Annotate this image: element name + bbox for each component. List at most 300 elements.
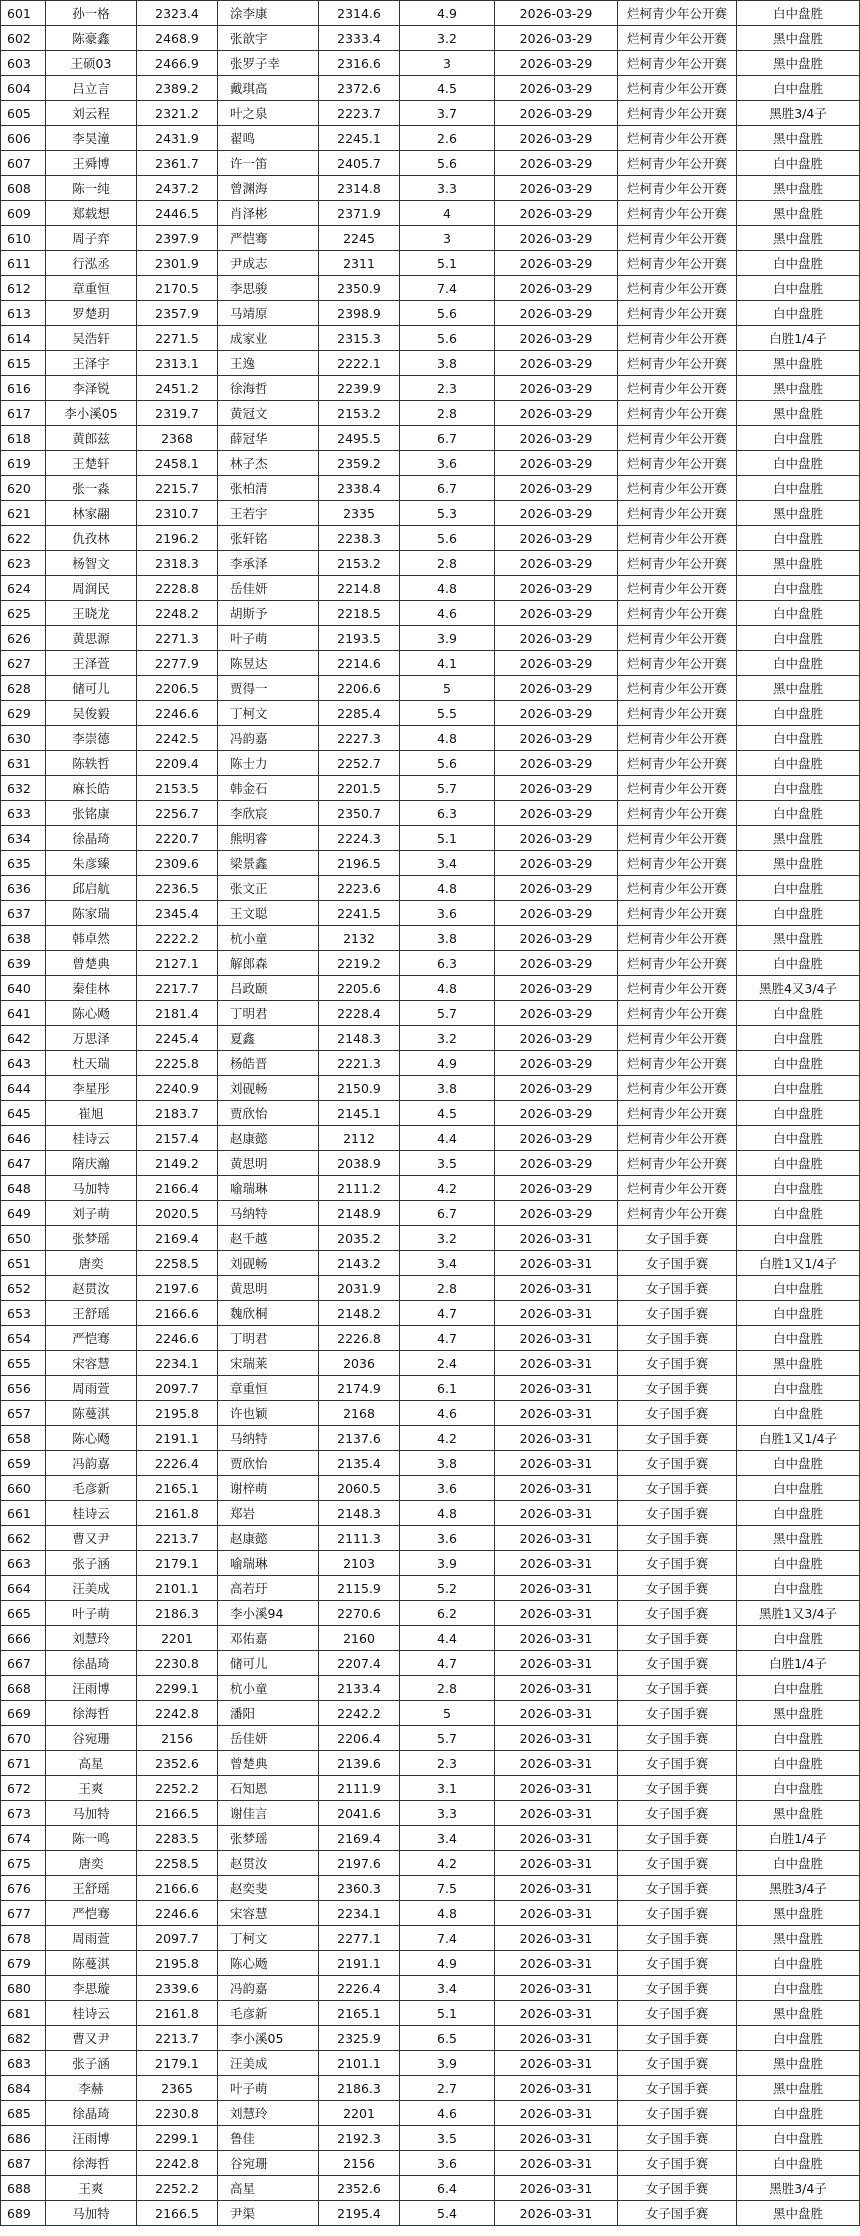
win-expectancy-cell: 5.2 [400,1576,495,1601]
table-row [1,1951,860,1976]
win-expectancy-cell: 3.8 [400,1076,495,1101]
white-rating-cell: 2031.9 [319,1276,400,1301]
black-rating-cell: 2252.2 [137,1776,218,1801]
tournament-name-cell: 烂柯青少年公开赛 [618,1176,737,1201]
table-row [1,1576,860,1601]
white-player-cell: 张柏清 [218,476,319,501]
black-rating-cell: 2277.9 [137,651,218,676]
white-rating-cell: 2148.3 [319,1501,400,1526]
table-row [1,1101,860,1126]
game-result-cell: 黑中盘胜 [737,401,860,426]
white-player-cell: 胡斯予 [218,601,319,626]
game-result-cell: 白中盘胜 [737,1026,860,1051]
game-date-cell: 2026-03-29 [495,76,618,101]
table-row [1,1126,860,1151]
white-player-cell: 李承泽 [218,551,319,576]
black-player-cell: 李赫 [46,2076,137,2101]
game-number-cell: 628 [1,676,46,701]
black-rating-cell: 2181.4 [137,1001,218,1026]
win-expectancy-cell: 4.6 [400,2101,495,2126]
black-rating-cell: 2248.2 [137,601,218,626]
game-number-cell: 660 [1,1476,46,1501]
game-date-cell: 2026-03-29 [495,1176,618,1201]
white-player-cell: 林子杰 [218,451,319,476]
win-expectancy-cell: 3.6 [400,1526,495,1551]
game-result-cell: 白中盘胜 [737,151,860,176]
tournament-name-cell: 烂柯青少年公开赛 [618,101,737,126]
table-row [1,1001,860,1026]
game-result-cell: 白中盘胜 [737,1451,860,1476]
white-rating-cell: 2270.6 [319,1601,400,1626]
game-date-cell: 2026-03-31 [495,1251,618,1276]
table-row [1,1276,860,1301]
table-row [1,1176,860,1201]
win-expectancy-cell: 3.9 [400,626,495,651]
game-result-cell: 白中盘胜 [737,301,860,326]
game-number-cell: 668 [1,1676,46,1701]
white-player-cell: 喻瑞琳 [218,1551,319,1576]
table-row [1,551,860,576]
table-row [1,1926,860,1951]
game-number-cell: 606 [1,126,46,151]
tournament-name-cell: 女子国手赛 [618,1626,737,1651]
game-result-cell: 白中盘胜 [737,1776,860,1801]
tournament-name-cell: 女子国手赛 [618,2026,737,2051]
black-rating-cell: 2319.7 [137,401,218,426]
game-result-cell: 黑中盘胜 [737,501,860,526]
black-player-cell: 万思泽 [46,1026,137,1051]
win-expectancy-cell: 3.4 [400,1251,495,1276]
game-number-cell: 671 [1,1751,46,1776]
game-result-cell: 黑中盘胜 [737,226,860,251]
black-player-cell: 桂诗云 [46,2001,137,2026]
game-date-cell: 2026-03-29 [495,701,618,726]
table-row [1,2151,860,2176]
tournament-name-cell: 女子国手赛 [618,1676,737,1701]
table-row [1,326,860,351]
black-rating-cell: 2161.8 [137,2001,218,2026]
game-number-cell: 620 [1,476,46,501]
table-row [1,1676,860,1701]
black-player-cell: 吴浩轩 [46,326,137,351]
table-row [1,401,860,426]
black-rating-cell: 2242.5 [137,726,218,751]
black-rating-cell: 2245.4 [137,1026,218,1051]
game-date-cell: 2026-03-31 [495,1376,618,1401]
table-row [1,1401,860,1426]
white-player-cell: 张歆宇 [218,26,319,51]
white-player-cell: 黄思明 [218,1151,319,1176]
game-result-cell: 白胜1/4子 [737,326,860,351]
white-rating-cell: 2238.3 [319,526,400,551]
table-row [1,2126,860,2151]
white-player-cell: 尹渠 [218,2201,319,2226]
game-result-cell: 白中盘胜 [737,951,860,976]
table-row [1,1551,860,1576]
white-rating-cell: 2201 [319,2101,400,2126]
game-result-cell: 白中盘胜 [737,1101,860,1126]
game-date-cell: 2026-03-31 [495,1901,618,1926]
game-date-cell: 2026-03-31 [495,1701,618,1726]
game-number-cell: 603 [1,51,46,76]
black-rating-cell: 2157.4 [137,1126,218,1151]
win-expectancy-cell: 2.3 [400,376,495,401]
game-number-cell: 675 [1,1851,46,1876]
game-date-cell: 2026-03-31 [495,2051,618,2076]
black-player-cell: 马加特 [46,1801,137,1826]
win-expectancy-cell: 5.6 [400,151,495,176]
win-expectancy-cell: 5.7 [400,776,495,801]
black-rating-cell: 2345.4 [137,901,218,926]
black-player-cell: 王舒瑶 [46,1876,137,1901]
white-rating-cell: 2153.2 [319,401,400,426]
game-date-cell: 2026-03-31 [495,1826,618,1851]
table-row [1,1751,860,1776]
black-player-cell: 冯韵嘉 [46,1451,137,1476]
white-player-cell: 鲁佳 [218,2126,319,2151]
win-expectancy-cell: 4.6 [400,601,495,626]
white-player-cell: 岳佳妍 [218,1726,319,1751]
game-number-cell: 682 [1,2026,46,2051]
white-player-cell: 王逸 [218,351,319,376]
game-date-cell: 2026-03-31 [495,1651,618,1676]
game-number-cell: 624 [1,576,46,601]
game-date-cell: 2026-03-31 [495,1601,618,1626]
game-date-cell: 2026-03-29 [495,876,618,901]
game-result-cell: 黑胜3/4子 [737,101,860,126]
black-rating-cell: 2246.6 [137,701,218,726]
game-number-cell: 646 [1,1126,46,1151]
black-player-cell: 王舜博 [46,151,137,176]
game-result-cell: 黑中盘胜 [737,2001,860,2026]
white-rating-cell: 2192.3 [319,2126,400,2151]
tournament-name-cell: 女子国手赛 [618,1326,737,1351]
game-number-cell: 652 [1,1276,46,1301]
table-row [1,1351,860,1376]
game-result-cell: 黑中盘胜 [737,551,860,576]
white-rating-cell: 2226.8 [319,1326,400,1351]
win-expectancy-cell: 4.4 [400,1126,495,1151]
win-expectancy-cell: 3.2 [400,1026,495,1051]
white-player-cell: 贾欣怡 [218,1451,319,1476]
tournament-name-cell: 女子国手赛 [618,1826,737,1851]
white-rating-cell: 2495.5 [319,426,400,451]
tournament-name-cell: 烂柯青少年公开赛 [618,901,737,926]
white-rating-cell: 2111.3 [319,1526,400,1551]
game-result-cell: 白中盘胜 [737,426,860,451]
table-row [1,2076,860,2101]
table-row [1,1026,860,1051]
white-rating-cell: 2360.3 [319,1876,400,1901]
black-rating-cell: 2228.8 [137,576,218,601]
white-player-cell: 曾楚典 [218,1751,319,1776]
tournament-name-cell: 烂柯青少年公开赛 [618,501,737,526]
game-date-cell: 2026-03-31 [495,1451,618,1476]
black-player-cell: 马加特 [46,1176,137,1201]
tournament-name-cell: 烂柯青少年公开赛 [618,376,737,401]
black-rating-cell: 2246.6 [137,1326,218,1351]
black-player-cell: 仇孜林 [46,526,137,551]
white-rating-cell: 2242.2 [319,1701,400,1726]
black-player-cell: 邱启航 [46,876,137,901]
game-date-cell: 2026-03-31 [495,1726,618,1751]
game-date-cell: 2026-03-31 [495,2076,618,2101]
black-player-cell: 黄郎兹 [46,426,137,451]
win-expectancy-cell: 4.9 [400,1,495,26]
white-rating-cell: 2285.4 [319,701,400,726]
black-player-cell: 周润民 [46,576,137,601]
white-rating-cell: 2219.2 [319,951,400,976]
game-result-cell: 白中盘胜 [737,1126,860,1151]
tournament-name-cell: 烂柯青少年公开赛 [618,76,737,101]
game-date-cell: 2026-03-29 [495,626,618,651]
white-player-cell: 叶子萌 [218,2076,319,2101]
win-expectancy-cell: 5.1 [400,826,495,851]
tournament-name-cell: 女子国手赛 [618,1476,737,1501]
game-date-cell: 2026-03-29 [495,426,618,451]
white-player-cell: 张罗子幸 [218,51,319,76]
white-player-cell: 章重恒 [218,1376,319,1401]
game-result-cell: 白中盘胜 [737,2101,860,2126]
black-rating-cell: 2313.1 [137,351,218,376]
table-row [1,1876,860,1901]
tournament-name-cell: 烂柯青少年公开赛 [618,226,737,251]
black-rating-cell: 2242.8 [137,1701,218,1726]
tournament-name-cell: 女子国手赛 [618,2051,737,2076]
game-date-cell: 2026-03-29 [495,1051,618,1076]
tournament-name-cell: 女子国手赛 [618,1251,737,1276]
white-rating-cell: 2371.9 [319,201,400,226]
black-rating-cell: 2169.4 [137,1226,218,1251]
table-row [1,1076,860,1101]
game-date-cell: 2026-03-29 [495,501,618,526]
tournament-name-cell: 烂柯青少年公开赛 [618,1101,737,1126]
game-date-cell: 2026-03-29 [495,1001,618,1026]
table-row [1,526,860,551]
black-player-cell: 王晓龙 [46,601,137,626]
white-player-cell: 丁明君 [218,1326,319,1351]
white-player-cell: 陈昱达 [218,651,319,676]
black-rating-cell: 2097.7 [137,1376,218,1401]
win-expectancy-cell: 4.7 [400,1651,495,1676]
black-rating-cell: 2240.9 [137,1076,218,1101]
black-player-cell: 严恺骞 [46,1901,137,1926]
white-player-cell: 丁明君 [218,1001,319,1026]
win-expectancy-cell: 6.5 [400,2026,495,2051]
white-rating-cell: 2133.4 [319,1676,400,1701]
tournament-name-cell: 女子国手赛 [618,1301,737,1326]
black-rating-cell: 2258.5 [137,1251,218,1276]
white-rating-cell: 2214.6 [319,651,400,676]
white-rating-cell: 2160 [319,1626,400,1651]
black-rating-cell: 2020.5 [137,1201,218,1226]
table-row [1,426,860,451]
white-player-cell: 翟鸣 [218,126,319,151]
white-rating-cell: 2245 [319,226,400,251]
white-player-cell: 冯韵嘉 [218,726,319,751]
game-number-cell: 679 [1,1951,46,1976]
white-rating-cell: 2132 [319,926,400,951]
game-result-cell: 白中盘胜 [737,1951,860,1976]
black-rating-cell: 2230.8 [137,2101,218,2126]
tournament-name-cell: 烂柯青少年公开赛 [618,326,737,351]
black-player-cell: 徐晶琦 [46,2101,137,2126]
game-date-cell: 2026-03-31 [495,1976,618,2001]
white-rating-cell: 2325.9 [319,2026,400,2051]
white-rating-cell: 2143.2 [319,1251,400,1276]
white-player-cell: 曾渊海 [218,176,319,201]
black-rating-cell: 2179.1 [137,1551,218,1576]
table-row [1,1501,860,1526]
tournament-name-cell: 烂柯青少年公开赛 [618,626,737,651]
black-rating-cell: 2209.4 [137,751,218,776]
game-number-cell: 602 [1,26,46,51]
tournament-name-cell: 女子国手赛 [618,1226,737,1251]
table-row [1,1326,860,1351]
win-expectancy-cell: 3.4 [400,851,495,876]
white-rating-cell: 2041.6 [319,1801,400,1826]
game-date-cell: 2026-03-31 [495,1476,618,1501]
win-expectancy-cell: 4.7 [400,1301,495,1326]
table-row [1,2001,860,2026]
black-player-cell: 毛彦新 [46,1476,137,1501]
game-number-cell: 625 [1,601,46,626]
black-rating-cell: 2195.8 [137,1951,218,1976]
win-expectancy-cell: 2.8 [400,1276,495,1301]
white-player-cell: 黄思明 [218,1276,319,1301]
white-player-cell: 杭小童 [218,926,319,951]
black-rating-cell: 2186.3 [137,1601,218,1626]
game-result-cell: 白中盘胜 [737,726,860,751]
game-result-cell: 黑胜3/4子 [737,1876,860,1901]
game-date-cell: 2026-03-31 [495,1351,618,1376]
win-expectancy-cell: 3.2 [400,1226,495,1251]
white-player-cell: 邓佑嘉 [218,1626,319,1651]
black-rating-cell: 2368 [137,426,218,451]
black-rating-cell: 2323.4 [137,1,218,26]
game-result-cell: 黑中盘胜 [737,926,860,951]
tournament-name-cell: 女子国手赛 [618,1876,737,1901]
white-player-cell: 魏欣桐 [218,1301,319,1326]
game-number-cell: 636 [1,876,46,901]
game-result-cell: 白中盘胜 [737,651,860,676]
white-rating-cell: 2201.5 [319,776,400,801]
game-date-cell: 2026-03-31 [495,2026,618,2051]
win-expectancy-cell: 3.7 [400,101,495,126]
game-number-cell: 637 [1,901,46,926]
game-date-cell: 2026-03-31 [495,1226,618,1251]
game-date-cell: 2026-03-31 [495,1501,618,1526]
white-rating-cell: 2148.2 [319,1301,400,1326]
white-player-cell: 陈士力 [218,751,319,776]
black-rating-cell: 2225.8 [137,1051,218,1076]
game-date-cell: 2026-03-29 [495,351,618,376]
game-result-cell: 白中盘胜 [737,2026,860,2051]
game-date-cell: 2026-03-31 [495,1426,618,1451]
tournament-name-cell: 烂柯青少年公开赛 [618,651,737,676]
white-player-cell: 贾欣怡 [218,1101,319,1126]
game-number-cell: 629 [1,701,46,726]
tournament-name-cell: 女子国手赛 [618,2176,737,2201]
game-result-cell: 白中盘胜 [737,601,860,626]
game-date-cell: 2026-03-29 [495,801,618,826]
game-number-cell: 653 [1,1301,46,1326]
white-player-cell: 张梦瑶 [218,1826,319,1851]
game-date-cell: 2026-03-29 [495,176,618,201]
table-row [1,1,860,26]
black-player-cell: 吕立言 [46,76,137,101]
white-rating-cell: 2314.6 [319,1,400,26]
black-rating-cell: 2170.5 [137,276,218,301]
game-number-cell: 656 [1,1376,46,1401]
tournament-name-cell: 女子国手赛 [618,1926,737,1951]
win-expectancy-cell: 4.7 [400,1326,495,1351]
black-rating-cell: 2271.3 [137,626,218,651]
game-number-cell: 638 [1,926,46,951]
game-result-cell: 白中盘胜 [737,526,860,551]
white-player-cell: 夏鑫 [218,1026,319,1051]
tournament-name-cell: 女子国手赛 [618,1551,737,1576]
table-row [1,251,860,276]
black-rating-cell: 2466.9 [137,51,218,76]
tournament-name-cell: 烂柯青少年公开赛 [618,301,737,326]
game-result-cell: 黑中盘胜 [737,2201,860,2226]
game-number-cell: 639 [1,951,46,976]
game-date-cell: 2026-03-29 [495,26,618,51]
black-player-cell: 张一淼 [46,476,137,501]
game-date-cell: 2026-03-29 [495,1201,618,1226]
black-player-cell: 陈家瑞 [46,901,137,926]
game-result-cell: 白中盘胜 [737,901,860,926]
game-result-cell: 白中盘胜 [737,1976,860,2001]
game-result-cell: 白中盘胜 [737,776,860,801]
black-rating-cell: 2468.9 [137,26,218,51]
game-number-cell: 681 [1,2001,46,2026]
tournament-name-cell: 女子国手赛 [618,1651,737,1676]
win-expectancy-cell: 7.5 [400,1876,495,1901]
white-player-cell: 贾得一 [218,676,319,701]
white-player-cell: 丁柯文 [218,701,319,726]
table-row [1,901,860,926]
game-number-cell: 676 [1,1876,46,1901]
black-rating-cell: 2166.4 [137,1176,218,1201]
white-player-cell: 赵康懿 [218,1126,319,1151]
white-player-cell: 丁柯文 [218,1926,319,1951]
black-player-cell: 周子弈 [46,226,137,251]
game-result-cell: 白中盘胜 [737,2126,860,2151]
white-rating-cell: 2112 [319,1126,400,1151]
game-result-cell: 白中盘胜 [737,1401,860,1426]
win-expectancy-cell: 3.2 [400,26,495,51]
white-rating-cell: 2239.9 [319,376,400,401]
white-player-cell: 刘砚畅 [218,1076,319,1101]
black-player-cell: 曾楚典 [46,951,137,976]
tournament-name-cell: 烂柯青少年公开赛 [618,926,737,951]
game-date-cell: 2026-03-29 [495,1,618,26]
game-date-cell: 2026-03-29 [495,751,618,776]
win-expectancy-cell: 5 [400,676,495,701]
black-player-cell: 陈蔓淇 [46,1401,137,1426]
black-rating-cell: 2352.6 [137,1751,218,1776]
white-rating-cell: 2221.3 [319,1051,400,1076]
black-player-cell: 陈一纯 [46,176,137,201]
game-date-cell: 2026-03-29 [495,776,618,801]
white-player-cell: 谢梓萌 [218,1476,319,1501]
game-date-cell: 2026-03-31 [495,1626,618,1651]
tournament-name-cell: 烂柯青少年公开赛 [618,1001,737,1026]
game-date-cell: 2026-03-29 [495,301,618,326]
tournament-name-cell: 烂柯青少年公开赛 [618,976,737,1001]
